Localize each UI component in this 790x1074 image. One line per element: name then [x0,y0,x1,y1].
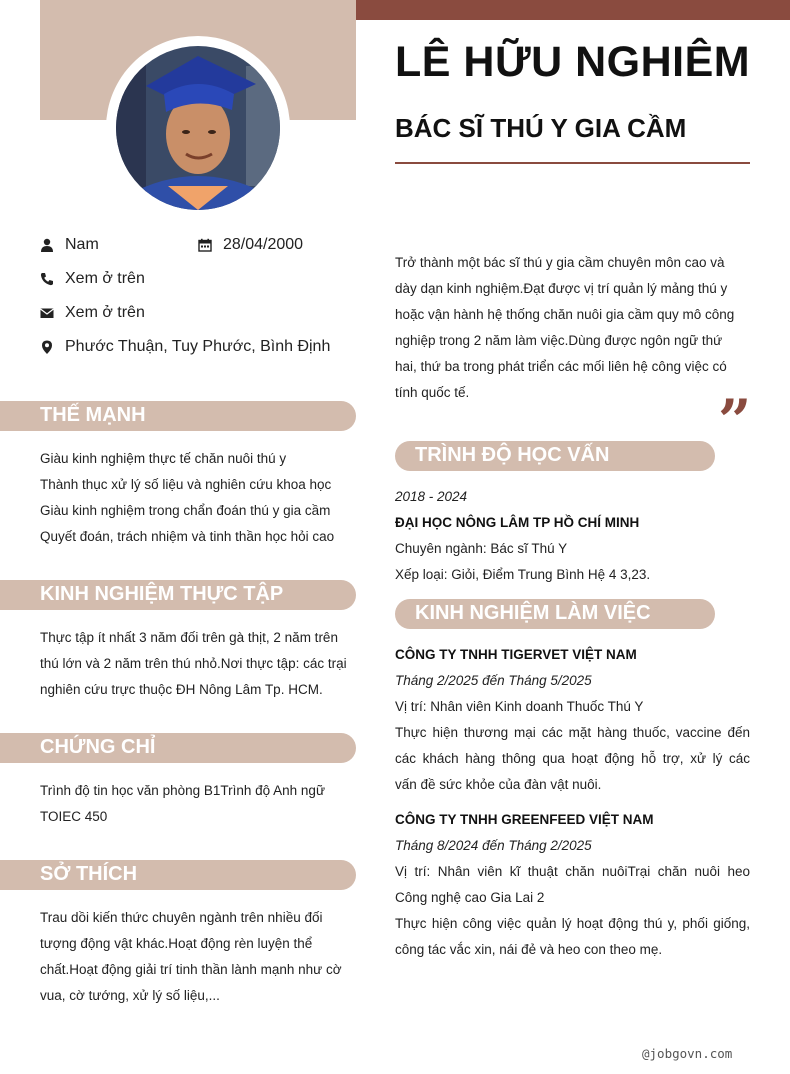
education-major: Chuyên ngành: Bác sĩ Thú Y [395,541,568,556]
work-heading: KINH NGHIỆM LÀM VIỆC [415,602,651,624]
candidate-name: LÊ HỮU NGHIÊM [395,38,751,86]
text-line: nghiệp trong 2 năm làm việc.Dùng được ngôn ngữ thứ [395,333,723,348]
address-value: Phước Thuận, Tuy Phước, Bình Định [65,338,331,355]
strength-item: Thành thục xử lý số liệu và nghiên cứu khoa học [40,477,332,492]
certificates-text [40,778,356,830]
internship-heading-band [0,580,356,610]
education-heading-band [395,441,715,471]
phone-row [40,270,145,288]
strengths-heading-band [0,401,356,431]
hobbies-heading: SỞ THÍCH [40,863,138,885]
top-accent-bar [356,0,790,20]
strength-item: Giàu kinh nghiệm trong chẩn đoán thú y gia cầm [40,503,331,518]
text-line: công tác vắc xin, nái đẻ và heo con theo mẹ. [395,942,663,957]
career-objective [395,250,755,406]
address-row [40,338,330,356]
hobbies-text [40,905,360,1009]
birthdate-value: 28/04/2000 [223,236,304,253]
certificates-heading: CHỨNG CHỈ [40,736,156,758]
job-position-cont: Công nghệ cao Gia Lai 2 [395,890,545,905]
email-value: Xem ở trên [65,304,145,321]
text-line: thú lớn và 2 năm trên thú nhỏ.Nơi thực tập: các trại [40,656,347,671]
strength-item: Quyết đoán, trách nhiệm và tinh thần học hỏi cao [40,529,335,544]
text-line: Thực tập ít nhất 3 năm đối trên gà thịt, 2 năm trên [40,630,338,645]
birthdate-row [198,236,303,254]
text-line: TOIEC 450 [40,809,108,824]
strengths-list [40,446,356,550]
text-line: hai, thứ ba trong phát triển các mối liên hệ công việc có [395,359,727,374]
email-row [40,304,145,322]
text-line: Thực hiện thương mại các mặt hàng thuốc, vaccine đến [395,725,750,740]
text-line: nghiên cứu trực thuộc ĐH Nông Lâm Tp. HCM. [40,682,323,697]
job-entry-1 [395,642,750,798]
phone-value: Xem ở trên [65,270,145,287]
strengths-heading: THẾ MẠNH [40,404,146,426]
text-line: Trau dồi kiến thức chuyên ngành trên nhiều đối [40,910,323,925]
text-line: dày dạn kinh nghiệm.Đạt được vị trí quản lý mảng thú y [395,281,728,296]
gender-value: Nam [65,236,99,253]
text-line: Thực hiện công việc quản lý hoạt động thú y, phối giống, [395,916,750,931]
job-position: Vị trí: Nhân viên kĩ thuật chăn nuôiTrại chăn nuôi heo [395,864,750,879]
quote-mark-icon: ” [718,387,752,455]
job-position: Vị trí: Nhân viên Kinh doanh Thuốc Thú Y [395,699,644,714]
text-line: vua, cờ tướng, xử lý số liệu,... [40,988,220,1003]
envelope-icon [40,306,54,320]
internship-text [40,625,360,703]
education-heading: TRÌNH ĐỘ HỌC VẤN [415,444,610,466]
text-line: Trở thành một bác sĩ thú y gia cầm chuyên môn cao và [395,255,725,270]
person-icon [40,238,54,252]
text-line: tính quốc tế. [395,385,470,400]
work-heading-band [395,599,715,629]
school-name: ĐẠI HỌC NÔNG LÂM TP HỒ CHÍ MINH [395,515,640,530]
text-line: Trình độ tin học văn phòng B1Trình độ Anh ngữ [40,783,325,798]
gender-row [40,236,99,254]
calendar-icon [198,238,212,252]
job-title: BÁC SĨ THÚ Y GIA CẦM [395,113,687,143]
text-line: tượng động vật khác.Hoạt động rèn luyện thể [40,936,313,951]
education-period: 2018 - 2024 [395,489,468,504]
text-line: các khách hàng thông qua hoạt động hỗ trợ, xử lý các [395,751,750,766]
education-block [395,484,750,588]
strength-item: Giàu kinh nghiệm thực tế chăn nuôi thú y [40,451,287,466]
hobbies-heading-band [0,860,356,890]
internship-heading: KINH NGHIỆM THỰC TẬP [40,583,284,605]
phone-icon [40,272,54,286]
profile-photo [116,46,280,210]
footer-brand: @jobgovn.com [642,1046,733,1061]
job-period: Tháng 8/2024 đến Tháng 2/2025 [395,838,592,853]
location-pin-icon [40,340,54,354]
job-entry-2 [395,807,750,963]
text-line: chất.Hoạt động giải trí tinh thần lành mạnh như cờ [40,962,342,977]
title-divider [395,162,750,164]
job-period: Tháng 2/2025 đến Tháng 5/2025 [395,673,592,688]
company-name: CÔNG TY TNHH GREENFEED VIỆT NAM [395,812,654,827]
certificates-heading-band [0,733,356,763]
text-line: hoặc vận hành hệ thống chăn nuôi gia cầm quy mô công [395,307,735,322]
text-line: vấn đề sức khỏe của đàn vật nuôi. [395,777,602,792]
education-grade: Xếp loại: Giỏi, Điểm Trung Bình Hệ 4 3,23. [395,567,651,582]
company-name: CÔNG TY TNHH TIGERVET VIỆT NAM [395,647,637,662]
